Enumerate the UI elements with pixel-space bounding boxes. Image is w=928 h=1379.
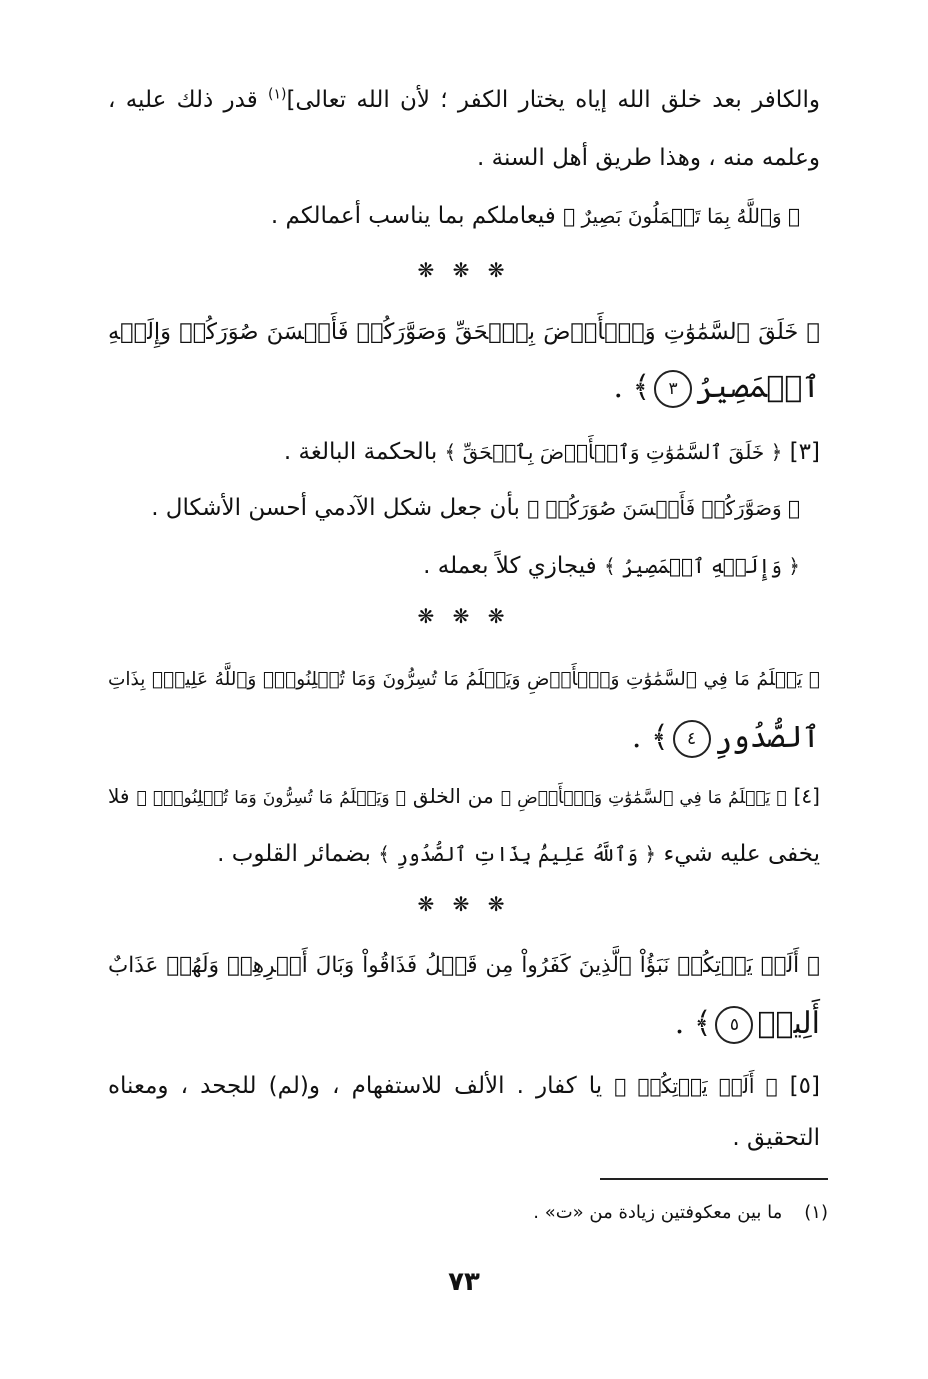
- page-number: ٧٣: [448, 1267, 480, 1297]
- paragraph-text: فلا: [108, 784, 137, 808]
- paragraph-text: من الخلق: [405, 784, 501, 808]
- footnote-divider: [600, 1178, 828, 1180]
- paragraph-text: قدر ذلك عليه ،: [108, 87, 268, 113]
- section-separator: ❋ ❋ ❋: [417, 258, 511, 282]
- quran-quote: ﴿ وَإِلَيۡهِ ٱلۡمَصِيرُ ﴾: [604, 554, 800, 578]
- tafsir-ref: [٥]: [777, 1073, 820, 1099]
- text-line: [108, 138, 820, 178]
- verse-text: ﴿ خَلَقَ ٱلسَّمَٰوَٰتِ وَٱلۡأَرۡضَ بِٱلۡحَقِّ وَصَوَّرَكُمۡ فَأَحۡسَنَ صُوَرَكُمۡ وَإِلَيۡهِ: [108, 319, 820, 345]
- paragraph-text: بضمائر القلوب .: [217, 841, 379, 867]
- tafsir-ref: [٣]: [782, 439, 820, 465]
- verse-text: ٱلصُّدُورِ: [714, 720, 820, 755]
- section-separator: ❋ ❋ ❋: [417, 892, 511, 916]
- quran-quote: ﴿ وَصَوَّرَكُمۡ فَأَحۡسَنَ صُوَرَكُمۡ ﴾: [527, 496, 800, 520]
- text-line: [108, 432, 820, 472]
- quran-quote: ﴿ أَلَمۡ يَأۡتِكُمۡ ﴾: [614, 1074, 778, 1098]
- verse-line: [108, 306, 820, 358]
- ayah-number: ٣: [654, 370, 692, 408]
- text-line: [108, 546, 800, 586]
- text-line: [108, 196, 800, 236]
- paragraph-text: بالحكمة البالغة .: [283, 439, 445, 465]
- ayah-number: ٥: [715, 1006, 753, 1044]
- paragraph-text: فيعاملكم بما يناسب أعمالكم .: [270, 203, 564, 229]
- text-line: [108, 80, 820, 120]
- text-line: [108, 1118, 820, 1158]
- verse-line: [108, 362, 820, 414]
- paragraph-text: التحقيق .: [732, 1125, 820, 1151]
- paragraph-text: بأن جعل شكل الآدمي أحسن الأشكال .: [151, 495, 528, 521]
- verse-line: [108, 654, 820, 706]
- paragraph-text: والكافر بعد خلق الله إياه يختار الكفر ؛ لأن الله تعالى]: [286, 87, 820, 113]
- verse-text: أَلِيمٞ: [757, 1006, 820, 1041]
- footnote: [100, 1198, 828, 1228]
- footnote-number: (١): [804, 1202, 828, 1223]
- paragraph-text: وعلمه منه ، وهذا طريق أهل السنة .: [477, 145, 820, 171]
- section-separator: ❋ ❋ ❋: [417, 604, 511, 628]
- verse-line: [108, 712, 820, 764]
- footnote-marker: (١): [267, 86, 287, 103]
- quran-quote: ﴿ خَلَقَ ٱلسَّمَٰوَٰتِ وَٱلۡأَرۡضَ بِٱلۡحَقِّ ﴾: [444, 440, 783, 464]
- quran-quote: ﴿ يَعۡلَمُ مَا فِي ٱلسَّمَٰوَٰتِ وَٱلۡأَرۡضِ ﴾: [500, 788, 787, 808]
- verse-line: [108, 940, 820, 992]
- paragraph-text: يا كفار . الألف للاستفهام ، و(لم) للجحد ، ومعناه: [108, 1073, 615, 1099]
- ayah-number: ٤: [673, 720, 711, 758]
- verse-text: ﴿ يَعۡلَمُ مَا فِي ٱلسَّمَٰوَٰتِ وَٱلۡأَرۡضِ وَيَعۡلَمُ مَا تُسِرُّونَ وَمَا تُعۡلِنُونَۚ وَٱللَّهُ عَلِيمُۢ بِذَاتِ: [108, 669, 820, 690]
- verse-end: ﴾ .: [631, 720, 669, 755]
- paragraph-text: يخفى عليه شيء: [656, 841, 820, 867]
- quran-quote: ﴿ وَيَعۡلَمُ مَا تُسِرُّونَ وَمَا تُعۡلِنُونَۚ ﴾: [136, 788, 406, 808]
- text-line: [108, 834, 820, 874]
- verse-end: ﴾ .: [613, 370, 651, 405]
- text-line: [108, 488, 800, 528]
- quran-quote: ﴿ وَٱللَّهُ عَلِيمُۢ بِذَاتِ ٱلصُّدُورِ ﴾: [378, 842, 657, 866]
- verse-text: ﴿ أَلَمۡ يَأۡتِكُمۡ نَبَؤُاْ ٱلَّذِينَ كَفَرُواْ مِن قَبۡلُ فَذَاقُواْ وَبَالَ أَمۡرِهِمۡ وَلَهُمۡ عَذَابٌ: [108, 953, 820, 978]
- verse-end: ﴾ .: [674, 1006, 712, 1041]
- text-line: [108, 776, 820, 816]
- text-line: [108, 1066, 820, 1106]
- verse-text: ٱلۡمَصِيرُ: [696, 370, 820, 405]
- quran-quote: ﴿ وَٱللَّهُ بِمَا تَعۡمَلُونَ بَصِيرٌ ﴾: [563, 204, 800, 228]
- footnote-text: ما بين معكوفتين زيادة من «ت» .: [533, 1202, 783, 1223]
- verse-line: [108, 998, 820, 1050]
- paragraph-text: فيجازي كلاً بعمله .: [423, 553, 604, 579]
- tafsir-ref: [٤]: [786, 784, 820, 808]
